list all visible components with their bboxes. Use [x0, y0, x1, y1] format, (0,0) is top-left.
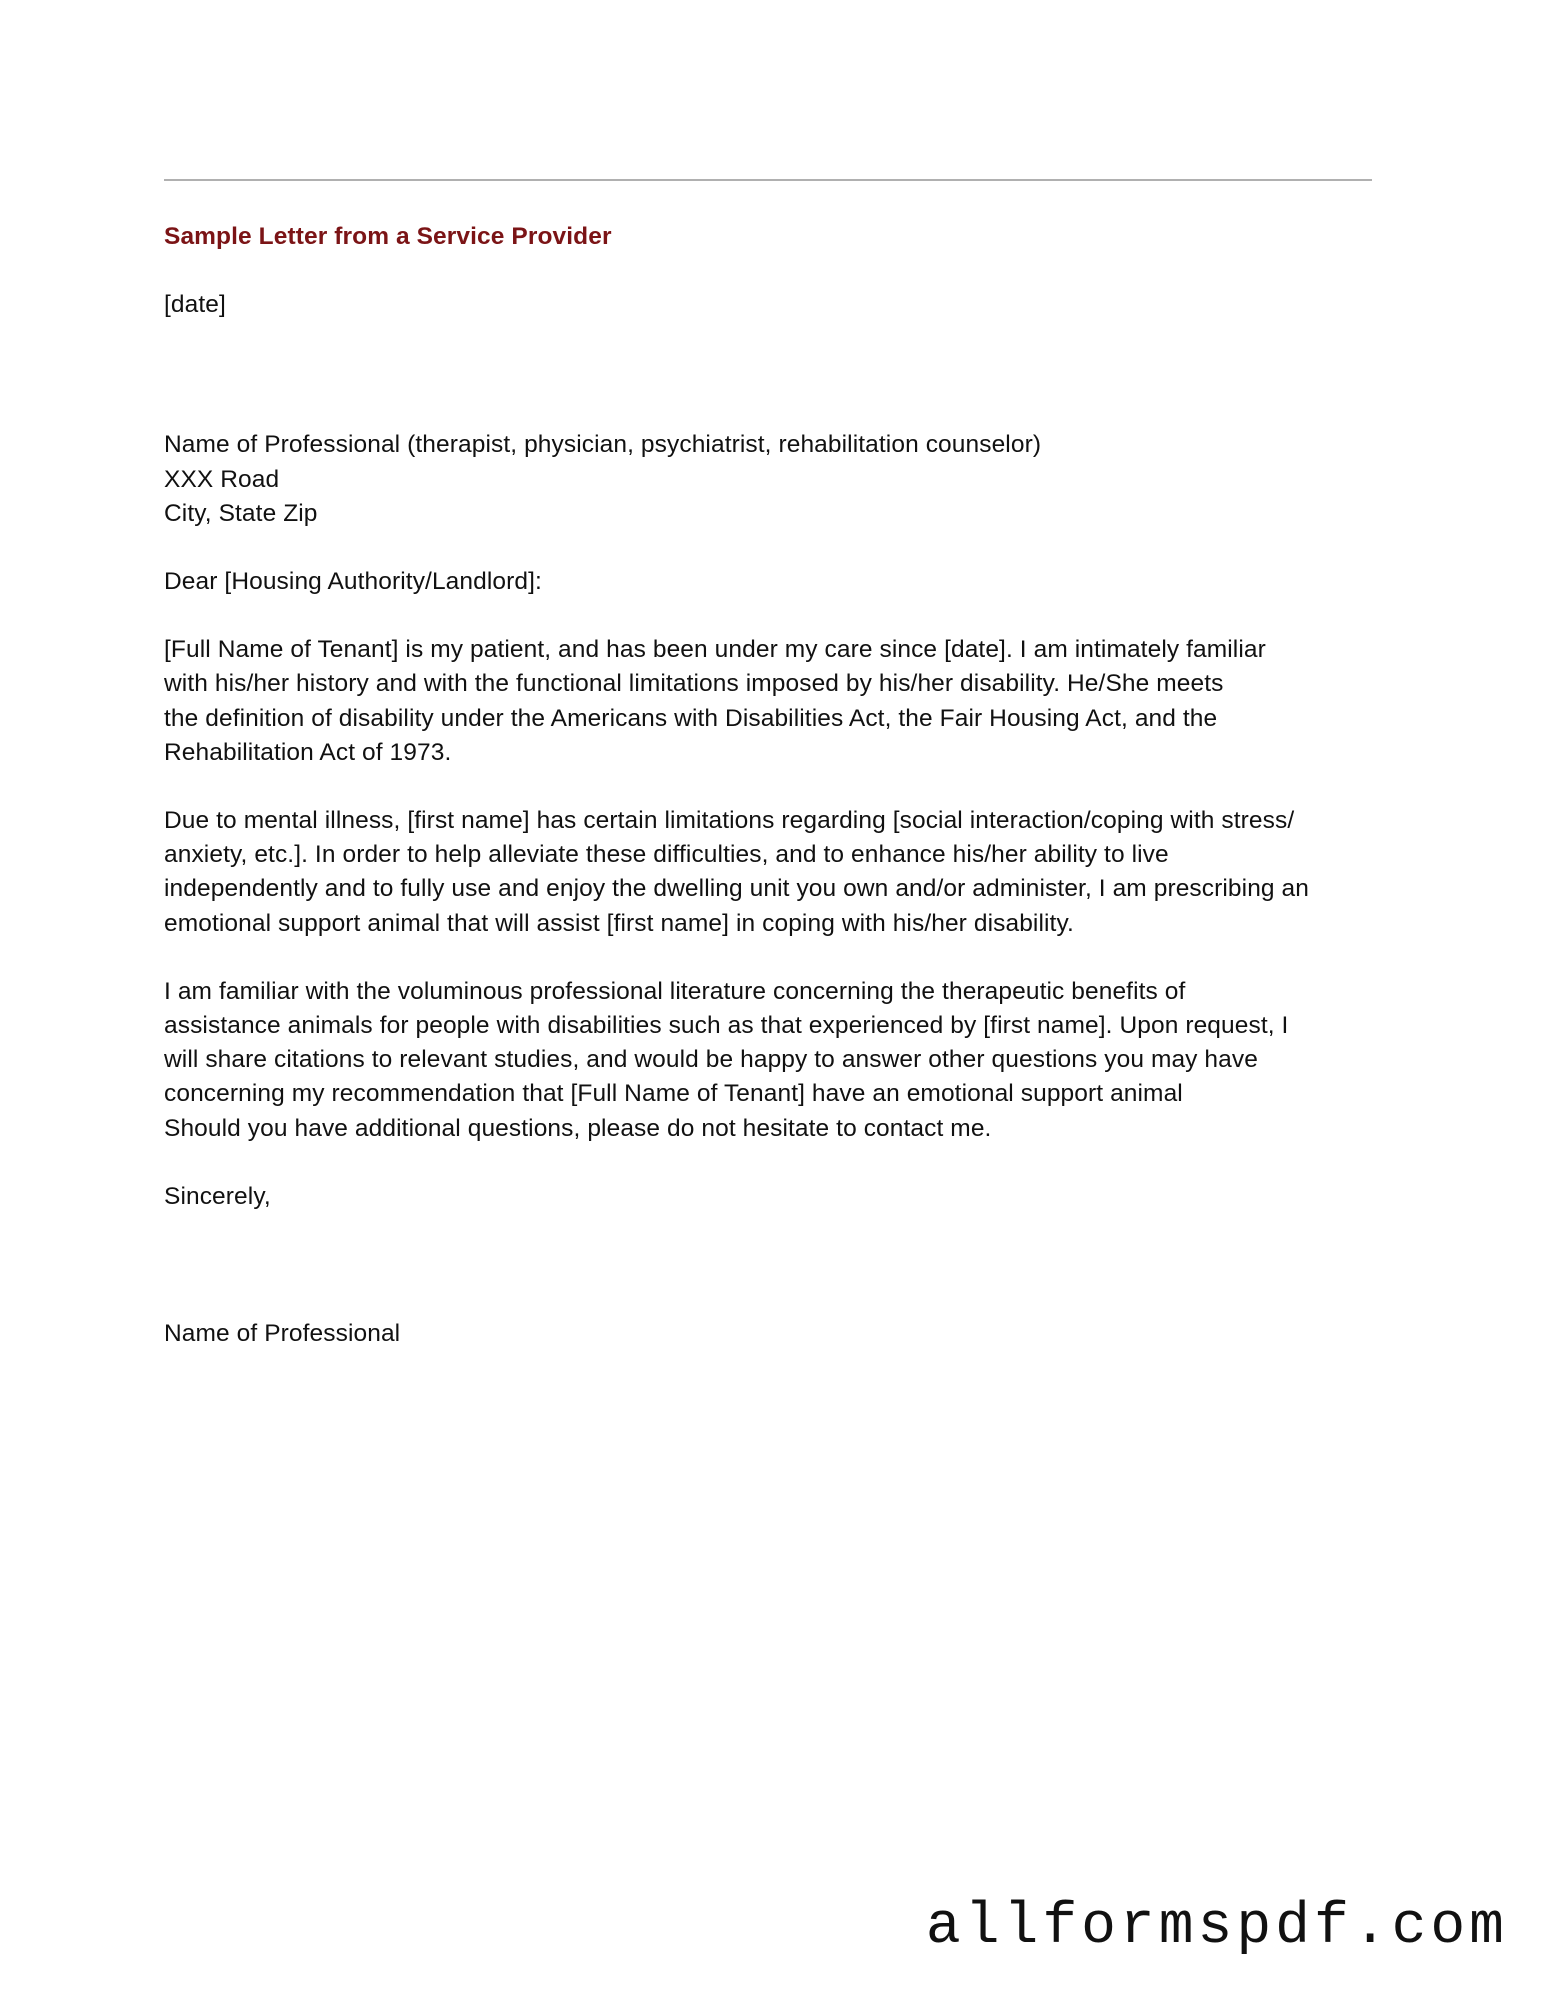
paragraph-line: Rehabilitation Act of 1973.: [164, 738, 452, 766]
address-line: City, State Zip: [164, 499, 318, 527]
paragraph-line: [Full Name of Tenant] is my patient, and has been under my care since [date]. I am intimately familiar: [164, 636, 1266, 664]
paragraph-1: [164, 633, 1384, 770]
paragraph-line: will share citations to relevant studies, and would be happy to answer other questions you may have: [164, 1046, 1258, 1074]
header-rule: [164, 179, 1372, 181]
site-watermark: allformspdf.com: [925, 1895, 1508, 1960]
letter-body: [164, 220, 1384, 1351]
paragraph-3: [164, 975, 1384, 1146]
paragraph-line: I am familiar with the voluminous professional literature concerning the therapeutic benefits of: [164, 977, 1186, 1005]
address-line: Name of Professional (therapist, physician, psychiatrist, rehabilitation counselor): [164, 431, 1042, 459]
letter-title: Sample Letter from a Service Provider: [164, 223, 612, 250]
paragraph-line: independently and to fully use and enjoy the dwelling unit you own and/or administer, I am prescribing an: [164, 875, 1310, 903]
paragraph-line: concerning my recommendation that [Full Name of Tenant] have an emotional support animal: [164, 1080, 1183, 1108]
address-line: XXX Road: [164, 465, 280, 493]
paragraph-line: assistance animals for people with disabilities such as that experienced by [first name]. Upon request, I: [164, 1012, 1289, 1040]
paragraph-2: [164, 804, 1384, 941]
paragraph-line: Should you have additional questions, please do not hesitate to contact me.: [164, 1114, 992, 1142]
closing: Sincerely,: [164, 1182, 271, 1210]
letter-date: [date]: [164, 291, 226, 319]
sender-address: [164, 428, 1384, 531]
signature-name: Name of Professional: [164, 1320, 401, 1348]
paragraph-line: emotional support animal that will assist [first name] in coping with his/her disability.: [164, 909, 1074, 937]
paragraph-line: the definition of disability under the Americans with Disabilities Act, the Fair Housing Act, and the: [164, 704, 1218, 732]
salutation: Dear [Housing Authority/Landlord]:: [164, 568, 542, 596]
paragraph-line: with his/her history and with the functional limitations imposed by his/her disability. He/She meets: [164, 670, 1224, 698]
paragraph-line: anxiety, etc.]. In order to help alleviate these difficulties, and to enhance his/her ability to live: [164, 841, 1169, 869]
paragraph-line: Due to mental illness, [first name] has certain limitations regarding [social interaction/coping with stress/: [164, 807, 1295, 835]
